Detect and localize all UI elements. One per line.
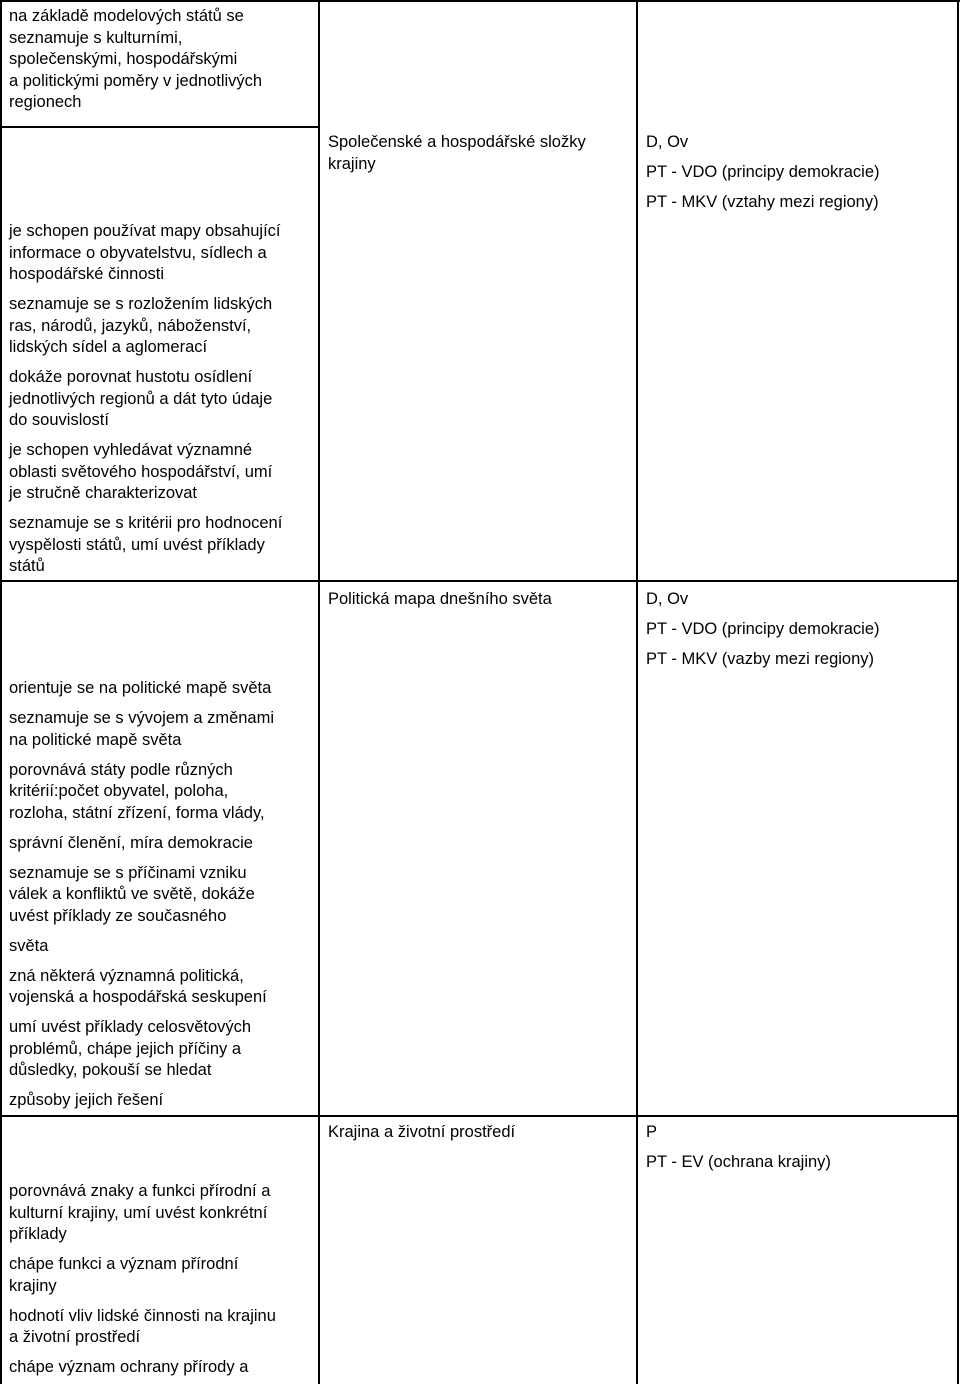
cross-link: D, Ov <box>646 590 689 608</box>
outcome-item: chápe význam ochrany přírody a <box>9 1358 249 1376</box>
outcome-item: umí uvést příklady celosvětových problémů, chápe jejich příčiny a důsledky, pokouší se hledat <box>9 1018 252 1079</box>
cross-link: PT - EV (ochrana krajiny) <box>646 1153 831 1171</box>
outcome-item: světa <box>9 936 49 955</box>
cross-link: PT - VDO (principy demokracie) <box>646 163 880 181</box>
topic-title: Krajina a životní prostředí <box>328 1123 516 1141</box>
row-3-outcomes <box>9 1181 314 1387</box>
table-border-left <box>0 0 2 1384</box>
row-3-topic <box>328 1122 633 1144</box>
column-divider-1 <box>318 0 320 1384</box>
outcome-item: seznamuje se s rozložením lidských ras, národů, jazyků, náboženství, lidských sídel a aglomerací <box>9 295 273 356</box>
intro-cell <box>9 6 314 122</box>
row-1-outcomes <box>9 221 314 586</box>
intro-text: na základě modelových států se seznamuje s kulturními, společenskými, hospodářskými a politickými poměry v jednotlivých regionech <box>9 7 263 111</box>
topic-title: Společenské a hospodářské složky krajiny <box>328 133 586 173</box>
outcome-item: seznamuje se s příčinami vzniku válek a konfliktů ve světě, dokáže uvést příklady ze současného <box>9 863 255 925</box>
row-1-topic <box>328 132 633 175</box>
cross-link: D, Ov <box>646 133 689 151</box>
cross-link: PT - MKV (vazby mezi regiony) <box>646 650 875 668</box>
outcome-item: porovnává znaky a funkci přírodní a kulturní krajiny, umí uvést konkrétní příklady <box>9 1182 271 1243</box>
outcome-item: zná některá významná politická, vojenská a hospodářská seskupení <box>9 966 267 1006</box>
row-2-links <box>646 589 954 679</box>
table-border-top <box>0 0 960 2</box>
cross-link: PT - VDO (principy demokracie) <box>646 620 880 638</box>
row-divider-intro-col1 <box>0 126 320 128</box>
outcome-item: porovnává státy podle různých kritérií:počet obyvatel, poloha, rozloha, státní zřízení, forma vlády, <box>9 760 265 822</box>
outcome-item: orientuje se na politické mapě světa <box>9 679 272 697</box>
outcome-item: dokáže porovnat hustotu osídlení jednotlivých regionů a dát tyto údaje do souvislostí <box>9 368 273 429</box>
cross-link: P <box>646 1123 658 1141</box>
row-1-links <box>646 132 954 222</box>
outcome-item: je schopen používat mapy obsahující informace o obyvatelstvu, sídlech a hospodářské činnosti <box>9 222 281 283</box>
topic-title: Politická mapa dnešního světa <box>328 590 552 608</box>
outcome-item: správní členění, míra demokracie <box>9 833 253 852</box>
outcome-item: je schopen vyhledávat významné oblasti světového hospodářství, umí je stručně charakterizovat <box>9 441 273 502</box>
column-divider-2 <box>636 0 638 1384</box>
outcome-item: seznamuje se s vývojem a změnami na politické mapě světa <box>9 709 275 749</box>
table-border-right <box>957 0 959 1384</box>
cross-link: PT - MKV (vztahy mezi regiony) <box>646 193 879 211</box>
outcome-item: seznamuje se s kritérii pro hodnocení vyspělosti států, umí uvést příklady států <box>9 514 283 575</box>
row-3-links <box>646 1122 954 1182</box>
row-2-outcomes <box>9 678 314 1120</box>
outcome-item: způsoby jejich řešení <box>9 1091 164 1109</box>
outcome-item: chápe funkci a význam přírodní krajiny <box>9 1255 239 1295</box>
row-2-topic <box>328 589 633 611</box>
outcome-item: hodnotí vliv lidské činnosti na krajinu a životní prostředí <box>9 1306 276 1346</box>
